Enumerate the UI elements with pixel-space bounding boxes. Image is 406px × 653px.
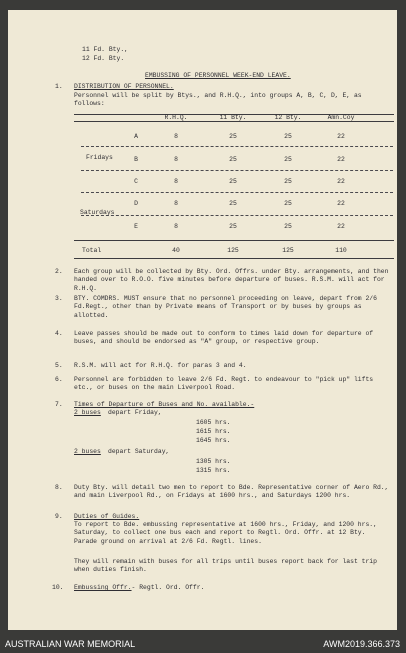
section-9-number: 9. bbox=[55, 513, 63, 520]
table-cell-group: A bbox=[134, 133, 138, 140]
friday-time: 1645 hrs. bbox=[196, 437, 231, 444]
table-cell-rhq: 8 bbox=[174, 223, 178, 230]
para-6-text: Personnel are forbidden to leave 2/6 Fd. Regt. to endeavour to "pick up" lifts etc., or buses on the main Liverpool Road. bbox=[74, 376, 374, 392]
addressee-line-2: 12 Fd. Bty. bbox=[82, 55, 125, 62]
table-header-amn-coy: Amn.Coy bbox=[327, 114, 355, 121]
table-cell-group: D bbox=[134, 200, 138, 207]
saturday-time: 1305 hrs. bbox=[196, 458, 231, 465]
table-total-rhq: 40 bbox=[172, 247, 180, 254]
table-cell-11-bty: 25 bbox=[229, 200, 237, 207]
table-cell-group: E bbox=[134, 223, 138, 230]
para-5-text: R.S.M. will act for R.H.Q. for paras 3 and 4. bbox=[74, 362, 247, 369]
table-cell-11-bty: 25 bbox=[229, 178, 237, 185]
table-total-label: Total bbox=[82, 247, 102, 254]
table-cell-day: Fridays bbox=[86, 154, 113, 161]
section-8-text: Duty Bty. will detail two men to report to Bde. Representative corner of Aero Rd., and main Liverpool Rd., on Fridays at 1600 hrs., and Saturdays 1200 hrs. bbox=[74, 484, 389, 500]
section-7-number: 7. bbox=[55, 401, 63, 408]
table-row-rule bbox=[81, 215, 393, 216]
footer-institution: AUSTRALIAN WAR MEMORIAL bbox=[5, 639, 136, 649]
section-1-heading: DISTRIBUTION OF PERSONNEL. bbox=[74, 83, 174, 90]
table-total-amn-coy: 110 bbox=[335, 247, 347, 254]
table-header-12-bty: 12 Bty. bbox=[274, 114, 302, 121]
section-10-line bbox=[74, 584, 204, 592]
para-4-text: Leave passes should be made out to conform to times laid down for departure of buses, and should be endorsed as "A" group, or respective group. bbox=[74, 330, 374, 346]
table-cell-rhq: 8 bbox=[174, 200, 178, 207]
table-cell-rhq: 8 bbox=[174, 133, 178, 140]
table-cell-amn-coy: 22 bbox=[337, 200, 345, 207]
table-cell-group: C bbox=[134, 178, 138, 185]
table-cell-group: B bbox=[134, 156, 138, 163]
table-cell-12-bty: 25 bbox=[284, 223, 292, 230]
table-bottom-rule bbox=[74, 258, 394, 259]
table-cell-11-bty: 25 bbox=[229, 223, 237, 230]
saturday-time: 1315 hrs. bbox=[196, 467, 231, 474]
table-cell-amn-coy: 22 bbox=[337, 178, 345, 185]
section-9-text-2: They will remain with buses for all trips until buses report back for last trip when duties finish. bbox=[74, 558, 377, 574]
table-total-rule bbox=[74, 240, 394, 241]
table-cell-11-bty: 25 bbox=[229, 133, 237, 140]
document-page bbox=[8, 10, 397, 630]
para-3-text: BTY. COMDRS. MUST ensure that no personnel proceeding on leave, depart from 2/6 Fd.Regt., other than by Private means of Transport or by buses by groups as allotted. bbox=[74, 295, 377, 319]
section-7-heading: Times of Departure of Buses and No. available.- bbox=[74, 401, 255, 408]
table-cell-12-bty: 25 bbox=[284, 200, 292, 207]
section-10-text: - Regtl. Ord. Offr. bbox=[131, 584, 205, 591]
table-row-rule bbox=[81, 146, 393, 147]
friday-time: 1615 hrs. bbox=[196, 428, 231, 435]
para-6-number: 6. bbox=[55, 376, 63, 383]
document-title: EMBUSSING OF PERSONNEL WEEK-END LEAVE. bbox=[145, 72, 291, 79]
section-1-text: Personnel will be split by Btys., and R.H.Q., into groups A, B, C, D, E, as follows: bbox=[74, 92, 362, 108]
section-10-number: 10. bbox=[52, 584, 64, 591]
footer-accession-number: AWM2019.366.373 bbox=[323, 639, 400, 649]
para-2-text: Each group will be collected by Bty. Ord. Offrs. under Bty. arrangements, and then handed over to R.O.O. five minutes before departure of buses. R.S.M. will act for R.H.Q. bbox=[74, 268, 389, 292]
friday-label: depart Friday, bbox=[108, 409, 162, 416]
para-5-number: 5. bbox=[55, 362, 63, 369]
table-cell-amn-coy: 22 bbox=[337, 156, 345, 163]
section-9-heading: Duties of Guides. bbox=[74, 513, 140, 520]
section-9-text: To report to Bde. embussing representative at 1600 hrs., Friday, and 1200 hrs., Saturday, to collect one bus each and report to Regtl. Ord. Offr. at 12 Bty. Parade ground on arrival at 2/6 Fd. Regtl. lines. bbox=[74, 521, 377, 545]
saturday-bus-count: 2 buses bbox=[74, 448, 101, 455]
table-header-rhq: R.H.Q. bbox=[164, 114, 188, 121]
table-cell-12-bty: 25 bbox=[284, 178, 292, 185]
friday-bus-count: 2 buses bbox=[74, 409, 101, 416]
table-header-11-bty: 11 Bty. bbox=[219, 114, 247, 121]
para-2-number: 2. bbox=[55, 268, 63, 275]
table-cell-12-bty: 25 bbox=[284, 156, 292, 163]
table-cell-amn-coy: 22 bbox=[337, 133, 345, 140]
para-3-number: 3. bbox=[55, 295, 63, 302]
friday-time: 1605 hrs. bbox=[196, 419, 231, 426]
table-cell-12-bty: 25 bbox=[284, 133, 292, 140]
table-total-11-bty: 125 bbox=[227, 247, 239, 254]
table-row-rule bbox=[81, 192, 393, 193]
para-4-number: 4. bbox=[55, 330, 63, 337]
saturday-label: depart Saturday, bbox=[108, 448, 170, 455]
table-total-12-bty: 125 bbox=[282, 247, 294, 254]
table-cell-rhq: 8 bbox=[174, 156, 178, 163]
section-10-heading: Embussing Offr. bbox=[74, 584, 132, 591]
table-cell-rhq: 8 bbox=[174, 178, 178, 185]
table-cell-amn-coy: 22 bbox=[337, 223, 345, 230]
archive-footer bbox=[0, 636, 406, 653]
addressee-line-1: 11 Fd. Bty., bbox=[82, 46, 129, 53]
table-row-rule bbox=[81, 170, 393, 171]
table-cell-day: Saturdays bbox=[80, 209, 115, 216]
table-cell-11-bty: 25 bbox=[229, 156, 237, 163]
section-8-number: 8. bbox=[55, 484, 63, 491]
section-1-number: 1. bbox=[55, 83, 63, 90]
